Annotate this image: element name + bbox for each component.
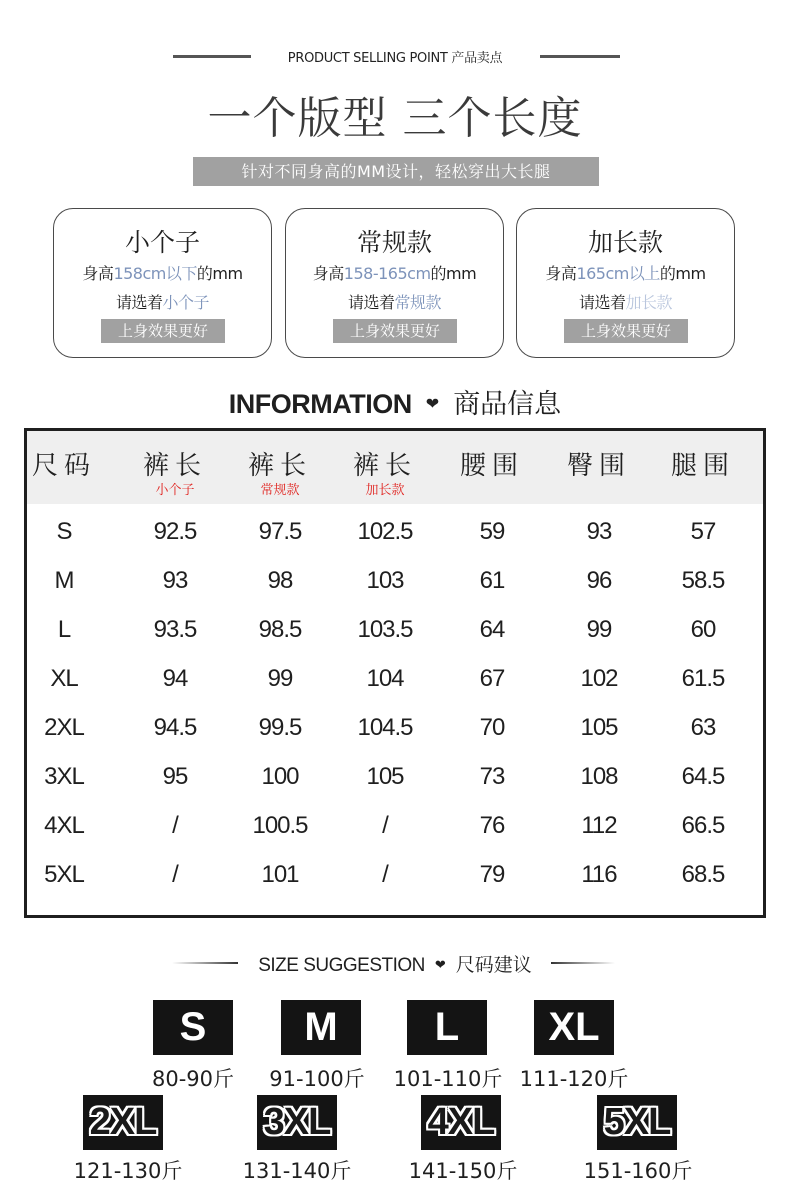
- weight-range: 80-90斤: [151, 1067, 235, 1091]
- table-cell: 102.5: [357, 518, 413, 545]
- table-cell: 59: [479, 518, 505, 545]
- card-choose-line: 请选着加长款: [578, 293, 673, 312]
- table-cell: 79: [479, 861, 505, 888]
- size-badge-2xl: 2XL: [83, 1095, 163, 1150]
- card-choose-line: 请选着小个子: [115, 293, 210, 312]
- table-cell: 93: [586, 518, 612, 545]
- size-badge-xl: XL: [534, 1000, 614, 1055]
- selling-point-label: PRODUCT SELLING POINT 产品卖点: [287, 51, 503, 66]
- table-cell: 94.5: [153, 714, 197, 741]
- table-cell: M: [54, 567, 74, 594]
- information-title-en: INFORMATION: [228, 389, 412, 419]
- table-cell: 96: [586, 567, 612, 594]
- card-tag: 上身效果更好: [101, 319, 225, 343]
- information-header: [0, 382, 790, 421]
- table-cell: 105: [580, 714, 618, 741]
- table-cell: XL: [50, 665, 78, 692]
- column-header: [335, 431, 435, 504]
- size-badge-l: L: [407, 1000, 487, 1055]
- table-cell: 105: [366, 763, 404, 790]
- table-cell: 64: [479, 616, 505, 643]
- divider-right: [540, 55, 620, 58]
- size-badge-5xl: 5XL: [597, 1095, 677, 1150]
- table-row: [27, 507, 763, 556]
- column-header-label: 裤长: [142, 451, 207, 481]
- table-row: [27, 752, 763, 801]
- size-badge-3xl: 3XL: [257, 1095, 337, 1150]
- column-header-sublabel: 加长款: [365, 483, 405, 498]
- column-header-sublabel: 常规款: [260, 483, 300, 498]
- table-cell: 112: [581, 812, 617, 839]
- table-cell: /: [172, 812, 178, 839]
- table-cell: 116: [581, 861, 617, 888]
- weight-range: 141-150斤: [408, 1159, 518, 1183]
- table-cell: 99: [586, 616, 612, 643]
- table-cell: 73: [479, 763, 505, 790]
- table-header-row: [27, 431, 763, 504]
- column-header-label: 裤长: [352, 451, 417, 481]
- column-header-label: 臀围: [566, 451, 631, 481]
- fit-card-regular: [285, 208, 504, 358]
- weight-range: 91-100斤: [269, 1067, 365, 1091]
- table-cell: 102: [580, 665, 618, 692]
- selling-point-header: [0, 44, 790, 68]
- heart-icon: ❤: [425, 394, 440, 413]
- card-tag: 上身效果更好: [333, 319, 457, 343]
- table-cell: 92.5: [153, 518, 197, 545]
- table-cell: 76: [479, 812, 505, 839]
- table-cell: 57: [690, 518, 716, 545]
- card-tag: 上身效果更好: [564, 319, 688, 343]
- table-cell: 5XL: [44, 861, 84, 888]
- table-cell: 97.5: [258, 518, 302, 545]
- table-row: [27, 556, 763, 605]
- fit-card-long: [516, 208, 735, 358]
- table-row: [27, 801, 763, 850]
- column-header-sublabel: 小个子: [155, 483, 195, 498]
- size-badge-m: M: [281, 1000, 361, 1055]
- column-header-label: 腿围: [670, 451, 735, 481]
- size-table: [24, 428, 766, 918]
- table-cell: 104.5: [357, 714, 413, 741]
- table-cell: 63: [690, 714, 716, 741]
- table-cell: L: [57, 616, 71, 643]
- table-cell: 64.5: [681, 763, 725, 790]
- table-cell: 60: [690, 616, 716, 643]
- table-cell: 67: [479, 665, 505, 692]
- table-cell: 4XL: [44, 812, 84, 839]
- table-cell: 3XL: [44, 763, 84, 790]
- weight-range: 131-140斤: [242, 1159, 352, 1183]
- card-height-line: 身高158cm以下的mm: [82, 264, 243, 283]
- table-cell: 98.5: [258, 616, 302, 643]
- column-header: [653, 431, 753, 504]
- table-cell: 68.5: [681, 861, 725, 888]
- table-cell: 103: [366, 567, 404, 594]
- table-cell: 100: [261, 763, 299, 790]
- table-cell: /: [172, 861, 178, 888]
- card-height-line: 身高158-165cm的mm: [312, 264, 477, 283]
- column-header: [549, 431, 649, 504]
- card-choose-line: 请选着常规款: [347, 293, 442, 312]
- table-cell: 101: [261, 861, 299, 888]
- suggestion-title-en: SIZE SUGGESTION: [258, 955, 425, 976]
- column-header: [442, 431, 542, 504]
- column-header-label: 裤长: [247, 451, 312, 481]
- column-header: [14, 431, 114, 504]
- heart-icon: ❤: [434, 958, 446, 973]
- table-cell: 93.5: [153, 616, 197, 643]
- table-cell: 61: [479, 567, 505, 594]
- card-title: 小个子: [124, 228, 200, 257]
- table-row: [27, 605, 763, 654]
- table-cell: 58.5: [681, 567, 725, 594]
- table-cell: 94: [162, 665, 188, 692]
- table-cell: 98: [267, 567, 293, 594]
- size-badge-s: S: [153, 1000, 233, 1055]
- weight-range: 111-120斤: [519, 1067, 629, 1091]
- page-title: 一个版型 三个长度: [207, 93, 583, 144]
- table-row: [27, 654, 763, 703]
- table-cell: 108: [580, 763, 618, 790]
- table-cell: 100.5: [252, 812, 308, 839]
- table-cell: 2XL: [44, 714, 84, 741]
- weight-range: 121-130斤: [73, 1159, 183, 1183]
- size-suggestion-header: [0, 950, 790, 976]
- suggestion-title-cn: 尺码建议: [455, 954, 532, 976]
- table-cell: /: [382, 861, 388, 888]
- table-row: [27, 703, 763, 752]
- table-cell: 61.5: [681, 665, 725, 692]
- card-title: 加长款: [587, 228, 663, 257]
- table-cell: 93: [162, 567, 188, 594]
- table-cell: 66.5: [681, 812, 725, 839]
- table-cell: S: [56, 518, 72, 545]
- subtitle-banner: 针对不同身高的MM设计，轻松穿出大长腿: [193, 157, 599, 186]
- fit-card-petite: [53, 208, 272, 358]
- column-header: [125, 431, 225, 504]
- column-header-label: 尺码: [31, 451, 96, 481]
- column-header-label: 腰围: [459, 451, 524, 481]
- table-cell: 95: [162, 763, 188, 790]
- table-row: [27, 850, 763, 899]
- column-header: [230, 431, 330, 504]
- weight-range: 151-160斤: [583, 1159, 693, 1183]
- table-cell: 70: [479, 714, 505, 741]
- table-cell: /: [382, 812, 388, 839]
- divider-right: [551, 962, 615, 964]
- table-cell: 99.5: [258, 714, 302, 741]
- table-cell: 99: [267, 665, 293, 692]
- information-title-cn: 商品信息: [453, 389, 562, 420]
- card-title: 常规款: [356, 228, 432, 257]
- size-badge-4xl: 4XL: [421, 1095, 501, 1150]
- card-height-line: 身高165cm以上的mm: [545, 264, 706, 283]
- table-cell: 104: [366, 665, 404, 692]
- table-cell: 103.5: [357, 616, 413, 643]
- weight-range: 101-110斤: [393, 1067, 503, 1091]
